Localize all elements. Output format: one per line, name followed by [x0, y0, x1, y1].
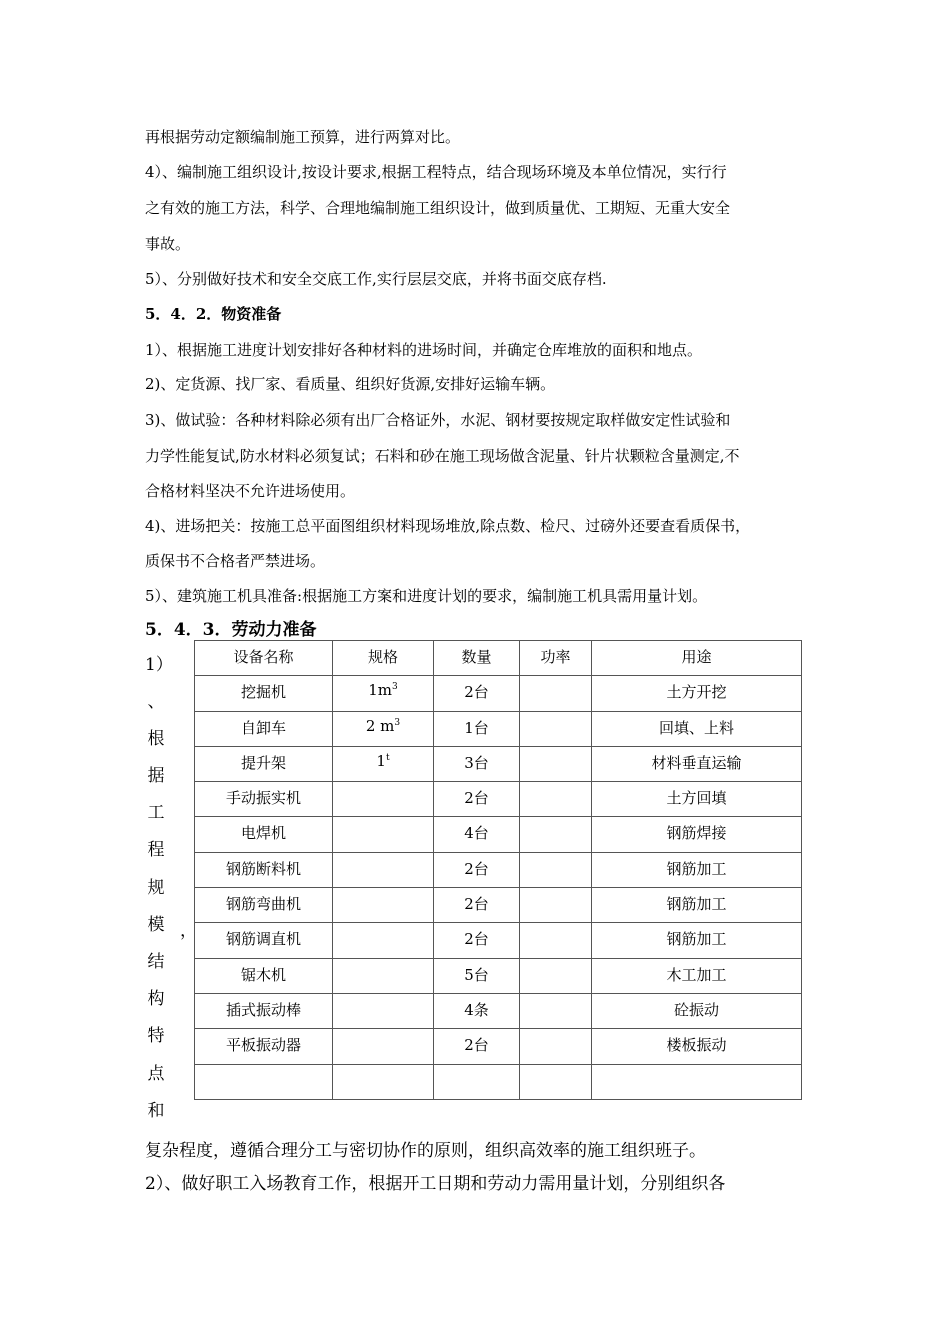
spec-value: 2 m: [365, 716, 395, 735]
table-row: [195, 711, 802, 746]
cell-use: 土方回填: [592, 782, 802, 817]
cell-name: 平板振动器: [195, 1029, 333, 1064]
cell-spec: [333, 817, 434, 852]
vertical-text-char: 点: [147, 1064, 165, 1084]
cell-use: 楼板振动: [592, 1029, 802, 1064]
cell-spec: [333, 923, 434, 958]
paragraph-line: 复杂程度，遵循合理分工与密切协作的原则，组织高效率的施工组织班子。: [145, 1141, 706, 1161]
cell-use: 材料垂直运输: [592, 746, 802, 781]
cell-name: 自卸车: [195, 711, 333, 746]
cell-spec: [333, 888, 434, 923]
header-cell: 数量: [434, 641, 520, 676]
vertical-text-char: 根: [147, 729, 165, 749]
equipment-table: [194, 640, 802, 1100]
vertical-text-char: 特: [147, 1026, 165, 1046]
cell-use: 钢筋加工: [592, 888, 802, 923]
cell-use: 土方开挖: [592, 676, 802, 711]
cell-qty: 5台: [434, 958, 520, 993]
cell-name: 挖掘机: [195, 676, 333, 711]
section-heading: 5．4．3．劳动力准备: [145, 620, 317, 640]
spec-superscript: t: [385, 752, 390, 763]
paragraph-line: 3)、做试验：各种材料除必须有出厂合格证外，水泥、钢材要按规定取样做安定性试验和: [145, 411, 731, 429]
cell-use: 木工加工: [592, 958, 802, 993]
paragraph-line: 1）、根据施工进度计划安排好各种材料的进场时间，并确定仓库堆放的面积和地点。: [145, 341, 703, 359]
cell-spec: [333, 852, 434, 887]
cell-spec: [333, 782, 434, 817]
spec-value: 1: [376, 751, 386, 770]
cell-name: 钢筋弯曲机: [195, 888, 333, 923]
table-header-row: [195, 641, 802, 676]
cell-spec: [333, 746, 434, 781]
table-row: [195, 817, 802, 852]
paragraph-line: 5）、分别做好技术和安全交底工作,实行层层交底，并将书面交底存档.: [145, 270, 607, 288]
cell-power: [520, 923, 592, 958]
paragraph-line: 之有效的施工方法，科学、合理地编制施工组织设计，做到质量优、工期短、无重大安全: [145, 199, 731, 217]
cell-spec: [333, 993, 434, 1028]
cell-qty: 2台: [434, 782, 520, 817]
vertical-text-char: 结: [147, 952, 165, 972]
paragraph-line: 4)、进场把关：按施工总平面图组织材料现场堆放,除点数、检尺、过磅外还要查看质保书，: [145, 517, 751, 535]
vertical-comma: ，: [180, 921, 197, 941]
cell-name: 插式振动棒: [195, 993, 333, 1028]
cell-qty: 1台: [434, 711, 520, 746]
cell-use: 钢筋加工: [592, 852, 802, 887]
vertical-text-char: 据: [147, 766, 165, 786]
cell-power: [520, 1064, 592, 1099]
cell-power: [520, 852, 592, 887]
paragraph-line: 5）、建筑施工机具准备:根据施工方案和进度计划的要求，编制施工机具需用量计划。: [145, 587, 708, 605]
table-row: [195, 993, 802, 1028]
table-row: [195, 746, 802, 781]
cell-name: 锯木机: [195, 958, 333, 993]
cell-qty: 2台: [434, 676, 520, 711]
table-row: [195, 782, 802, 817]
vertical-text-char: 模: [147, 915, 165, 935]
table-row: [195, 888, 802, 923]
header-cell: 用途: [592, 641, 802, 676]
table-row: [195, 923, 802, 958]
cell-qty: 2台: [434, 888, 520, 923]
vertical-text-char: 1）: [145, 655, 173, 675]
paragraph-line: 2）、做好职工入场教育工作，根据开工日期和劳动力需用量计划，分别组织各: [145, 1174, 726, 1194]
paragraph-line: 质保书不合格者严禁进场。: [145, 552, 326, 570]
cell-power: [520, 993, 592, 1028]
cell-spec: [333, 711, 434, 746]
cell-spec: [333, 676, 434, 711]
cell-name: 提升架: [195, 746, 333, 781]
header-cell: 规格: [333, 641, 434, 676]
cell-use: 钢筋加工: [592, 923, 802, 958]
cell-name: [195, 1064, 333, 1099]
cell-spec: [333, 1064, 434, 1099]
table-row: [195, 1029, 802, 1064]
paragraph-line: 再根据劳动定额编制施工预算，进行两算对比。: [145, 128, 461, 146]
cell-power: [520, 711, 592, 746]
cell-spec: [333, 1029, 434, 1064]
vertical-text-char: 、: [147, 692, 165, 712]
vertical-text-char: 和: [147, 1101, 165, 1121]
cell-qty: 3台: [434, 746, 520, 781]
cell-qty: 2台: [434, 923, 520, 958]
vertical-text-char: 构: [147, 989, 165, 1009]
cell-name: 钢筋调直机: [195, 923, 333, 958]
cell-use: [592, 1064, 802, 1099]
cell-power: [520, 888, 592, 923]
cell-name: 手动振实机: [195, 782, 333, 817]
spec-superscript: 3: [394, 717, 401, 728]
cell-name: 钢筋断料机: [195, 852, 333, 887]
table-row-empty: [195, 1064, 802, 1099]
cell-use: 砼振动: [592, 993, 802, 1028]
cell-power: [520, 1029, 592, 1064]
vertical-text-char: 程: [147, 840, 165, 860]
cell-use: 钢筋焊接: [592, 817, 802, 852]
cell-power: [520, 782, 592, 817]
header-cell: 设备名称: [195, 641, 333, 676]
spec-superscript: 3: [392, 682, 398, 693]
section-heading: 5．4．2．物资准备: [145, 305, 282, 323]
vertical-text-char: 工: [147, 803, 165, 823]
paragraph-line: 4）、编制施工组织设计,按设计要求,根据工程特点，结合现场环境及本单位情况，实行行: [145, 163, 727, 181]
cell-power: [520, 746, 592, 781]
cell-qty: 2台: [434, 1029, 520, 1064]
paragraph-line: 合格材料坚决不允许进场使用。: [145, 482, 356, 500]
cell-power: [520, 817, 592, 852]
cell-power: [520, 958, 592, 993]
header-cell: 功率: [520, 641, 592, 676]
cell-qty: [434, 1064, 520, 1099]
table-row: [195, 676, 802, 711]
table-row: [195, 852, 802, 887]
table-row: [195, 958, 802, 993]
cell-qty: 4台: [434, 817, 520, 852]
paragraph-line: 力学性能复试,防水材料必须复试；石料和砂在施工现场做含泥量、针片状颗粒含量测定,不: [145, 447, 740, 465]
cell-name: 电焊机: [195, 817, 333, 852]
spec-value: 1m: [368, 681, 393, 700]
cell-qty: 4条: [434, 993, 520, 1028]
cell-qty: 2台: [434, 852, 520, 887]
cell-power: [520, 676, 592, 711]
paragraph-line: 2)、定货源、找厂家、看质量、组织好货源,安排好运输车辆。: [145, 375, 556, 393]
cell-use: 回填、上料: [592, 711, 802, 746]
cell-spec: [333, 958, 434, 993]
paragraph-line: 事故。: [145, 235, 191, 253]
vertical-text-char: 规: [147, 878, 165, 898]
